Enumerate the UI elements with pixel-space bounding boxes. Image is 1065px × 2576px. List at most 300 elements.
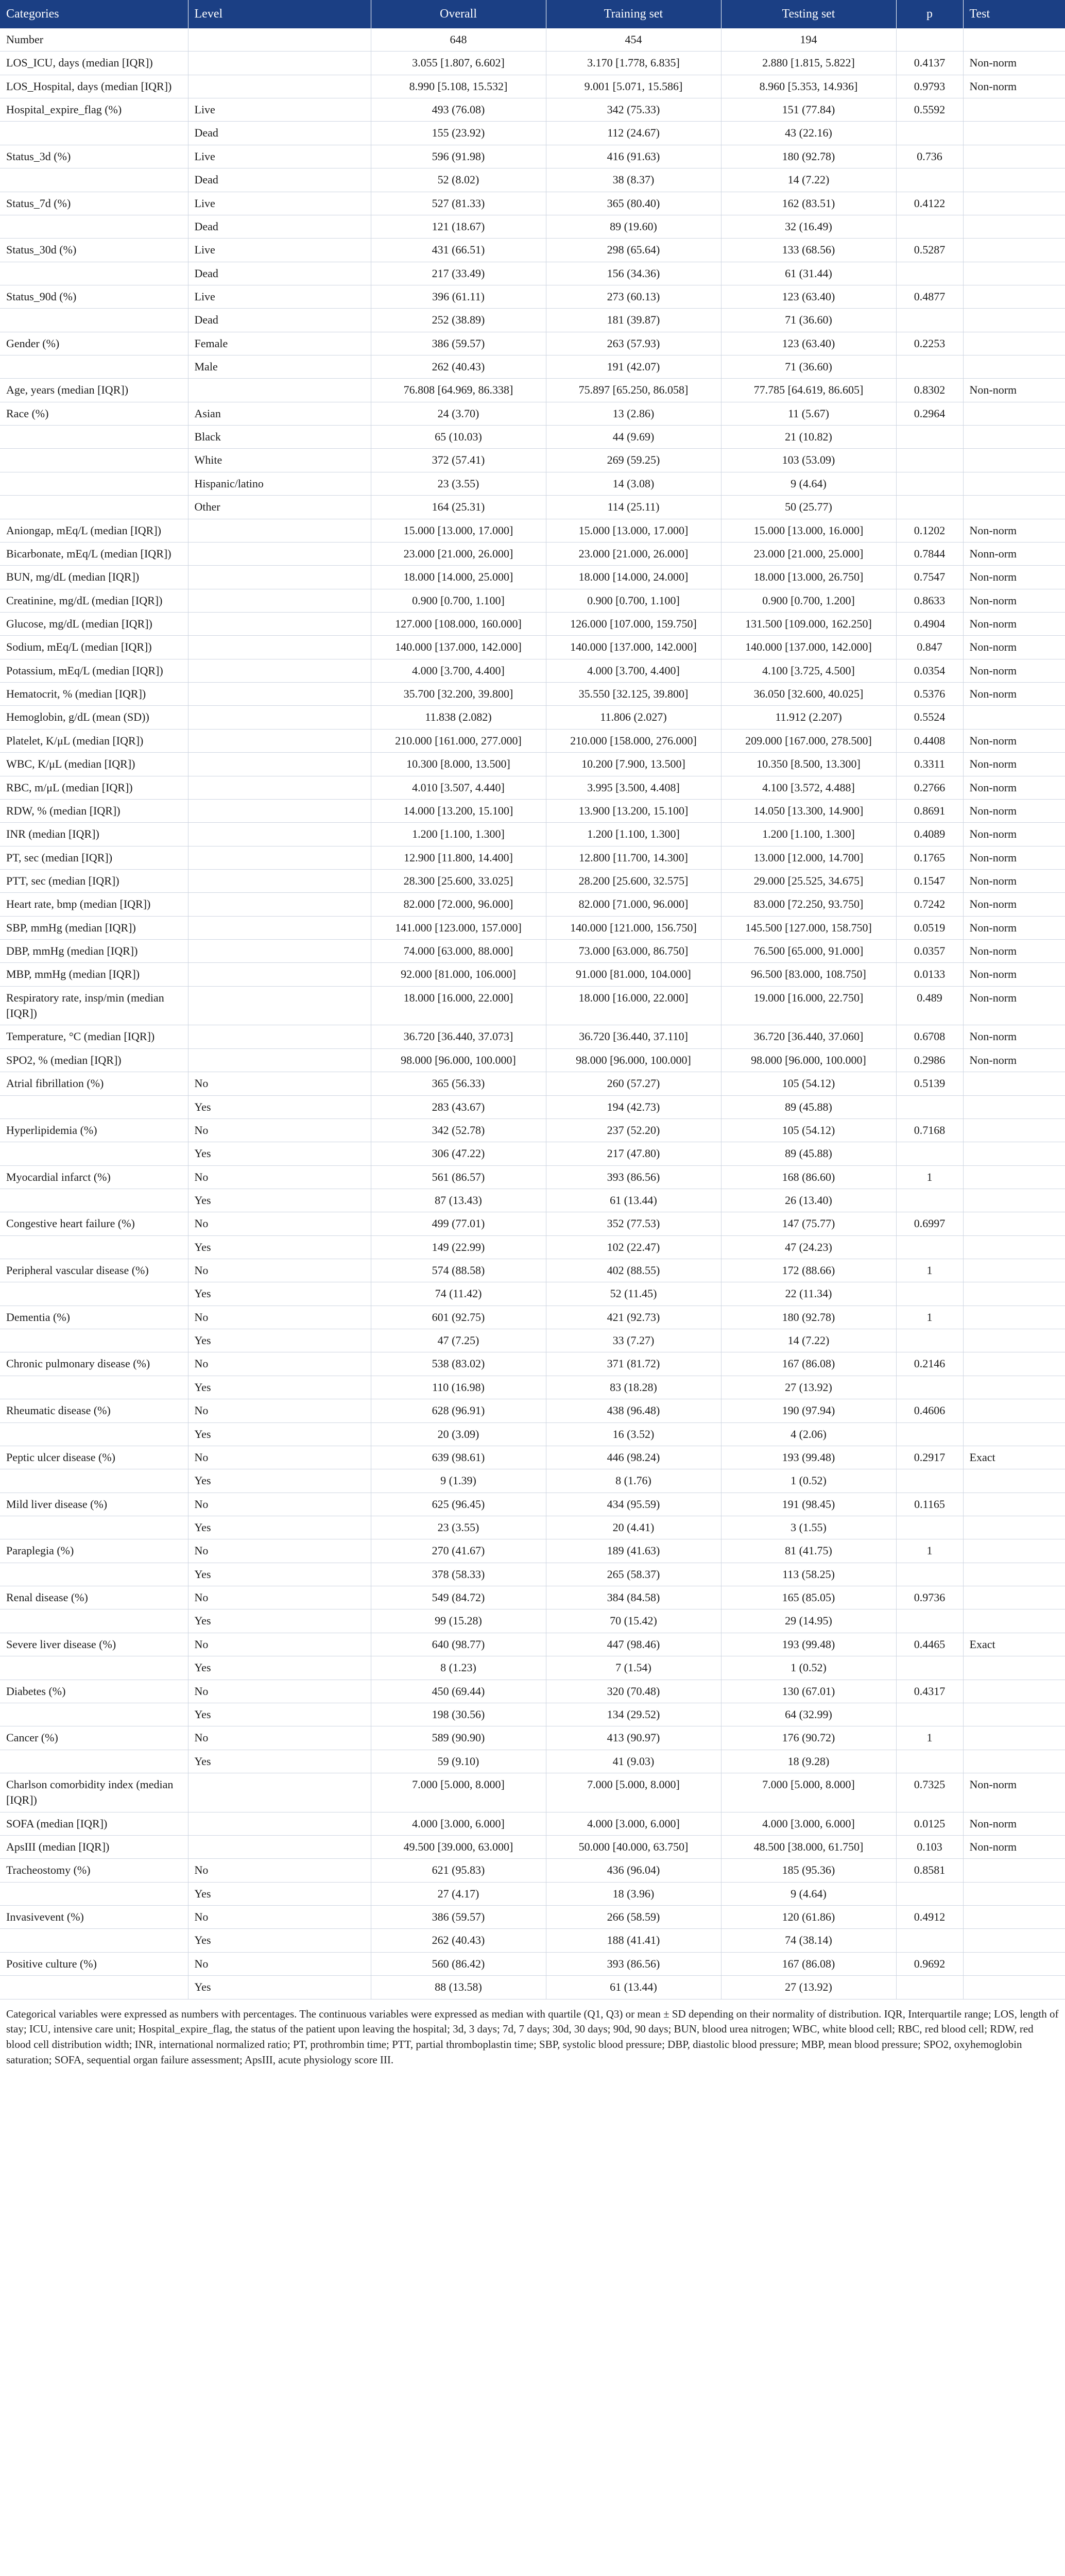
cell-testing: 71 (36.60)	[721, 355, 896, 379]
cell-level	[188, 519, 371, 542]
cell-test: Non-norm	[963, 1836, 1065, 1859]
cell-overall: 198 (30.56)	[371, 1703, 546, 1726]
cell-p-value	[896, 1750, 963, 1773]
cell-test: Non-norm	[963, 1773, 1065, 1812]
cell-overall: 538 (83.02)	[371, 1352, 546, 1376]
cell-p-value	[896, 1656, 963, 1680]
cell-training: 454	[546, 28, 721, 52]
cell-testing: 32 (16.49)	[721, 215, 896, 238]
table-row	[0, 566, 1065, 589]
table-row	[0, 1118, 1065, 1142]
cell-testing: 98.000 [96.000, 100.000]	[721, 1048, 896, 1072]
cell-test	[963, 1376, 1065, 1399]
cell-training: 210.000 [158.000, 276.000]	[546, 729, 721, 752]
cell-level: Yes	[188, 1516, 371, 1539]
cell-testing: 172 (88.66)	[721, 1259, 896, 1282]
cell-level: Live	[188, 239, 371, 262]
cell-p-value	[896, 1929, 963, 1952]
cell-overall: 74 (11.42)	[371, 1282, 546, 1306]
cell-training: 1.200 [1.100, 1.300]	[546, 823, 721, 846]
cell-overall: 18.000 [16.000, 22.000]	[371, 986, 546, 1025]
table-row	[0, 986, 1065, 1025]
cell-category: LOS_ICU, days (median [IQR])	[0, 52, 188, 75]
cell-testing: 11 (5.67)	[721, 402, 896, 425]
cell-training: 50.000 [40.000, 63.750]	[546, 1836, 721, 1859]
header-test: Test	[963, 0, 1065, 28]
cell-level	[188, 823, 371, 846]
cell-category: Paraplegia (%)	[0, 1539, 188, 1563]
cell-testing: 26 (13.40)	[721, 1189, 896, 1212]
cell-testing: 14 (7.22)	[721, 1329, 896, 1352]
cell-category: Hospital_expire_flag (%)	[0, 98, 188, 122]
cell-category	[0, 1976, 188, 1999]
cell-training: 140.000 [121.000, 156.750]	[546, 916, 721, 939]
cell-training: 8 (1.76)	[546, 1469, 721, 1493]
cell-p-value: 0.4317	[896, 1680, 963, 1703]
cell-training: 35.550 [32.125, 39.800]	[546, 683, 721, 706]
cell-testing: 83.000 [72.250, 93.750]	[721, 893, 896, 916]
cell-testing: 10.350 [8.500, 13.300]	[721, 753, 896, 776]
cell-test: Exact	[963, 1633, 1065, 1656]
cell-overall: 560 (86.42)	[371, 1952, 546, 1975]
cell-p-value: 0.847	[896, 636, 963, 659]
cell-training: 13 (2.86)	[546, 402, 721, 425]
cell-category: Renal disease (%)	[0, 1586, 188, 1609]
cell-test	[963, 1929, 1065, 1952]
cell-overall: 92.000 [81.000, 106.000]	[371, 963, 546, 986]
cell-training: 112 (24.67)	[546, 122, 721, 145]
table-row	[0, 519, 1065, 542]
table-row	[0, 1048, 1065, 1072]
cell-test: Non-norm	[963, 846, 1065, 869]
cell-p-value: 0.9692	[896, 1952, 963, 1975]
cell-overall: 59 (9.10)	[371, 1750, 546, 1773]
cell-overall: 372 (57.41)	[371, 449, 546, 472]
cell-test	[963, 1563, 1065, 1586]
cell-p-value: 0.4137	[896, 52, 963, 75]
header-overall: Overall	[371, 0, 546, 28]
cell-level: No	[188, 1952, 371, 1975]
table-row	[0, 122, 1065, 145]
table-row	[0, 1493, 1065, 1516]
cell-training: 23.000 [21.000, 26.000]	[546, 542, 721, 565]
cell-test	[963, 332, 1065, 355]
cell-testing: 140.000 [137.000, 142.000]	[721, 636, 896, 659]
cell-p-value	[896, 1329, 963, 1352]
cell-test	[963, 1142, 1065, 1165]
cell-overall: 35.700 [32.200, 39.800]	[371, 683, 546, 706]
cell-level	[188, 683, 371, 706]
cell-overall: 149 (22.99)	[371, 1235, 546, 1259]
cell-training: 416 (91.63)	[546, 145, 721, 168]
cell-training: 52 (11.45)	[546, 1282, 721, 1306]
table-row	[0, 449, 1065, 472]
cell-overall: 625 (96.45)	[371, 1493, 546, 1516]
cell-overall: 88 (13.58)	[371, 1976, 546, 1999]
cell-overall: 4.000 [3.700, 4.400]	[371, 659, 546, 682]
cell-category	[0, 1516, 188, 1539]
cell-testing: 190 (97.94)	[721, 1399, 896, 1422]
table-row	[0, 1189, 1065, 1212]
table-row	[0, 1422, 1065, 1446]
cell-test	[963, 262, 1065, 285]
cell-level: No	[188, 1165, 371, 1189]
header-training-set: Training set	[546, 0, 721, 28]
cell-test: Non-norm	[963, 52, 1065, 75]
cell-level	[188, 963, 371, 986]
cell-test: Non-norm	[963, 589, 1065, 612]
cell-category	[0, 1882, 188, 1905]
cell-p-value: 0.0125	[896, 1812, 963, 1835]
cell-overall: 74.000 [63.000, 88.000]	[371, 940, 546, 963]
cell-p-value: 0.7547	[896, 566, 963, 589]
cell-p-value: 0.4089	[896, 823, 963, 846]
cell-level: Other	[188, 496, 371, 519]
table-row	[0, 1929, 1065, 1952]
cell-training: 156 (34.36)	[546, 262, 721, 285]
cell-overall: 15.000 [13.000, 17.000]	[371, 519, 546, 542]
cell-overall: 378 (58.33)	[371, 1563, 546, 1586]
cell-test	[963, 1095, 1065, 1118]
table-row	[0, 285, 1065, 308]
cell-testing: 145.500 [127.000, 158.750]	[721, 916, 896, 939]
cell-training: 298 (65.64)	[546, 239, 721, 262]
cell-test	[963, 1976, 1065, 1999]
cell-training: 371 (81.72)	[546, 1352, 721, 1376]
cell-level: Yes	[188, 1882, 371, 1905]
cell-category	[0, 1329, 188, 1352]
cell-test	[963, 1235, 1065, 1259]
cell-test	[963, 472, 1065, 495]
cell-category: RBC, m/μL (median [IQR])	[0, 776, 188, 799]
cell-training: 9.001 [5.071, 15.586]	[546, 75, 721, 98]
cell-category: Sodium, mEq/L (median [IQR])	[0, 636, 188, 659]
cell-test: Non-norm	[963, 729, 1065, 752]
table-row	[0, 683, 1065, 706]
cell-training: 11.806 (2.027)	[546, 706, 721, 729]
cell-category	[0, 262, 188, 285]
cell-test	[963, 1306, 1065, 1329]
table-row	[0, 1516, 1065, 1539]
cell-training: 28.200 [25.600, 32.575]	[546, 869, 721, 892]
cell-testing: 13.000 [12.000, 14.700]	[721, 846, 896, 869]
cell-training: 12.800 [11.700, 14.300]	[546, 846, 721, 869]
cell-test	[963, 706, 1065, 729]
cell-training: 194 (42.73)	[546, 1095, 721, 1118]
cell-training: 266 (58.59)	[546, 1906, 721, 1929]
cell-level: Asian	[188, 402, 371, 425]
cell-p-value: 0.1547	[896, 869, 963, 892]
cell-category	[0, 472, 188, 495]
cell-testing: 194	[721, 28, 896, 52]
cell-testing: 123 (63.40)	[721, 285, 896, 308]
cell-p-value: 0.7844	[896, 542, 963, 565]
cell-overall: 386 (59.57)	[371, 332, 546, 355]
cell-level: Male	[188, 355, 371, 379]
cell-training: 82.000 [71.000, 96.000]	[546, 893, 721, 916]
cell-p-value: 0.5139	[896, 1072, 963, 1095]
cell-level: Live	[188, 285, 371, 308]
table-row	[0, 1633, 1065, 1656]
cell-test	[963, 1703, 1065, 1726]
cell-overall: 164 (25.31)	[371, 496, 546, 519]
cell-testing: 77.785 [64.619, 86.605]	[721, 379, 896, 402]
cell-category	[0, 1142, 188, 1165]
cell-category: Mild liver disease (%)	[0, 1493, 188, 1516]
cell-test	[963, 1750, 1065, 1773]
cell-p-value: 0.0133	[896, 963, 963, 986]
cell-level: No	[188, 1633, 371, 1656]
cell-category	[0, 168, 188, 192]
cell-overall: 7.000 [5.000, 8.000]	[371, 1773, 546, 1812]
cell-test: Non-norm	[963, 519, 1065, 542]
cell-test	[963, 1859, 1065, 1882]
cell-p-value	[896, 426, 963, 449]
cell-testing: 176 (90.72)	[721, 1726, 896, 1750]
cell-category: Creatinine, mg/dL (median [IQR])	[0, 589, 188, 612]
cell-test: Non-norm	[963, 612, 1065, 635]
cell-p-value: 0.9736	[896, 1586, 963, 1609]
table-row	[0, 1563, 1065, 1586]
cell-overall: 10.300 [8.000, 13.500]	[371, 753, 546, 776]
cell-category: Myocardial infarct (%)	[0, 1165, 188, 1189]
cell-overall: 155 (23.92)	[371, 122, 546, 145]
cell-level: No	[188, 1906, 371, 1929]
cell-overall: 3.055 [1.807, 6.602]	[371, 52, 546, 75]
cell-testing: 27 (13.92)	[721, 1376, 896, 1399]
cell-category: Bicarbonate, mEq/L (median [IQR])	[0, 542, 188, 565]
cell-category: Age, years (median [IQR])	[0, 379, 188, 402]
cell-category: Status_90d (%)	[0, 285, 188, 308]
cell-category: Tracheostomy (%)	[0, 1859, 188, 1882]
cell-training: 7.000 [5.000, 8.000]	[546, 1773, 721, 1812]
cell-overall: 639 (98.61)	[371, 1446, 546, 1469]
cell-level	[188, 799, 371, 822]
cell-testing: 4.100 [3.725, 4.500]	[721, 659, 896, 682]
cell-training: 18.000 [16.000, 22.000]	[546, 986, 721, 1025]
table-row	[0, 636, 1065, 659]
cell-level: No	[188, 1680, 371, 1703]
cell-category: Platelet, K/μL (median [IQR])	[0, 729, 188, 752]
table-row	[0, 589, 1065, 612]
cell-test	[963, 1906, 1065, 1929]
cell-testing: 120 (61.86)	[721, 1906, 896, 1929]
cell-overall: 9 (1.39)	[371, 1469, 546, 1493]
cell-category: Temperature, °C (median [IQR])	[0, 1025, 188, 1048]
table-row	[0, 940, 1065, 963]
cell-overall: 640 (98.77)	[371, 1633, 546, 1656]
header-testing-set: Testing set	[721, 0, 896, 28]
cell-training: 438 (96.48)	[546, 1399, 721, 1422]
cell-overall: 1.200 [1.100, 1.300]	[371, 823, 546, 846]
cell-test	[963, 426, 1065, 449]
cell-category: Cancer (%)	[0, 1726, 188, 1750]
cell-overall: 140.000 [137.000, 142.000]	[371, 636, 546, 659]
cell-category	[0, 1376, 188, 1399]
header-p: p	[896, 0, 963, 28]
cell-level	[188, 1048, 371, 1072]
cell-p-value: 0.4904	[896, 612, 963, 635]
cell-test: Non-norm	[963, 636, 1065, 659]
cell-level: No	[188, 1446, 371, 1469]
cell-testing: 18 (9.28)	[721, 1750, 896, 1773]
cell-training: 181 (39.87)	[546, 309, 721, 332]
cell-test	[963, 1118, 1065, 1142]
table-header	[0, 0, 1065, 28]
table-row	[0, 1095, 1065, 1118]
cell-testing: 103 (53.09)	[721, 449, 896, 472]
cell-p-value	[896, 1516, 963, 1539]
cell-test	[963, 1586, 1065, 1609]
cell-category: Hemoglobin, g/dL (mean (SD))	[0, 706, 188, 729]
cell-testing: 9 (4.64)	[721, 472, 896, 495]
cell-test: Non-norm	[963, 823, 1065, 846]
table-row	[0, 1812, 1065, 1835]
cell-category: Potassium, mEq/L (median [IQR])	[0, 659, 188, 682]
cell-level: Yes	[188, 1750, 371, 1773]
table-row	[0, 98, 1065, 122]
table-row	[0, 379, 1065, 402]
cell-p-value: 0.5376	[896, 683, 963, 706]
cell-test: Non-norm	[963, 940, 1065, 963]
cell-training: 10.200 [7.900, 13.500]	[546, 753, 721, 776]
cell-overall: 4.000 [3.000, 6.000]	[371, 1812, 546, 1835]
cell-p-value	[896, 215, 963, 238]
cell-training: 44 (9.69)	[546, 426, 721, 449]
cell-level: Yes	[188, 1929, 371, 1952]
cell-p-value: 0.6708	[896, 1025, 963, 1048]
cell-p-value: 0.8302	[896, 379, 963, 402]
cell-category	[0, 215, 188, 238]
cell-level: Yes	[188, 1976, 371, 1999]
cell-test	[963, 239, 1065, 262]
cell-test	[963, 1493, 1065, 1516]
cell-p-value	[896, 262, 963, 285]
cell-training: 20 (4.41)	[546, 1516, 721, 1539]
cell-test: Non-norm	[963, 1048, 1065, 1072]
footnote-text: Categorical variables were expressed as numbers with percentages. The continuous variables were expressed as median with quartile (Q1, Q3) or mean ± SD depending on their normality of distribution. IQR, Interquartile range; LOS, length of stay; ICU, intensive care unit; Hospital_expire_flag, the status of the patient upon leaving the hospital; 3d, 3 days; 7d, 7 days; 30d, 30 days; 90d, 90 days; BUN, blood urea nitrogen; WBC, white blood cell; RBC, red blood cell; RDW, red blood cell distribution width; INR, international normalized ratio; PT, prothrombin time; PTT, partial thromboplastin time; SBP, systolic blood pressure; DBP, diastolic blood pressure; MBP, mean blood pressure; SPO2, oxyhemoglobin saturation; SOFA, sequential organ failure assessment; ApsIII, acute physiology score III.	[6, 2007, 1059, 2066]
cell-testing: 1 (0.52)	[721, 1469, 896, 1493]
cell-test: Non-norm	[963, 916, 1065, 939]
cell-level: No	[188, 1399, 371, 1422]
table-row	[0, 1609, 1065, 1633]
cell-level: Yes	[188, 1563, 371, 1586]
cell-p-value: 0.4465	[896, 1633, 963, 1656]
cell-training: 188 (41.41)	[546, 1929, 721, 1952]
cell-p-value: 0.7325	[896, 1773, 963, 1812]
cell-p-value: 0.2766	[896, 776, 963, 799]
cell-level: Yes	[188, 1609, 371, 1633]
cell-training: 98.000 [96.000, 100.000]	[546, 1048, 721, 1072]
table-row	[0, 846, 1065, 869]
cell-p-value: 0.0354	[896, 659, 963, 682]
cell-level: Yes	[188, 1376, 371, 1399]
cell-test	[963, 28, 1065, 52]
cell-training: 134 (29.52)	[546, 1703, 721, 1726]
cell-testing: 3 (1.55)	[721, 1516, 896, 1539]
cell-overall: 76.808 [64.969, 86.338]	[371, 379, 546, 402]
cell-testing: 180 (92.78)	[721, 1306, 896, 1329]
table-row	[0, 1446, 1065, 1469]
cell-testing: 89 (45.88)	[721, 1095, 896, 1118]
cell-overall: 28.300 [25.600, 33.025]	[371, 869, 546, 892]
cell-p-value: 0.2964	[896, 402, 963, 425]
cell-level: Yes	[188, 1422, 371, 1446]
cell-category: Severe liver disease (%)	[0, 1633, 188, 1656]
table-row	[0, 1586, 1065, 1609]
cell-overall: 210.000 [161.000, 277.000]	[371, 729, 546, 752]
cell-level: No	[188, 1539, 371, 1563]
cell-level: Dead	[188, 168, 371, 192]
cell-overall: 47 (7.25)	[371, 1329, 546, 1352]
table-row	[0, 1680, 1065, 1703]
cell-testing: 7.000 [5.000, 8.000]	[721, 1773, 896, 1812]
cell-category: Invasivevent (%)	[0, 1906, 188, 1929]
cell-test	[963, 1882, 1065, 1905]
table-footnote	[0, 1999, 1065, 2074]
cell-p-value: 1	[896, 1306, 963, 1329]
table-row	[0, 753, 1065, 776]
cell-test	[963, 1680, 1065, 1703]
cell-overall: 365 (56.33)	[371, 1072, 546, 1095]
table-row	[0, 823, 1065, 846]
table-row	[0, 1539, 1065, 1563]
cell-overall: 127.000 [108.000, 160.000]	[371, 612, 546, 635]
table-row	[0, 1329, 1065, 1352]
table-row	[0, 426, 1065, 449]
cell-p-value	[896, 1095, 963, 1118]
cell-category	[0, 1563, 188, 1586]
cell-training: 434 (95.59)	[546, 1493, 721, 1516]
cell-test	[963, 1609, 1065, 1633]
cell-training: 413 (90.97)	[546, 1726, 721, 1750]
cell-overall: 574 (88.58)	[371, 1259, 546, 1282]
cell-overall: 450 (69.44)	[371, 1680, 546, 1703]
cell-overall: 252 (38.89)	[371, 309, 546, 332]
cell-testing: 185 (95.36)	[721, 1859, 896, 1882]
cell-training: 237 (52.20)	[546, 1118, 721, 1142]
cell-level: Yes	[188, 1703, 371, 1726]
cell-training: 126.000 [107.000, 159.750]	[546, 612, 721, 635]
cell-testing: 0.900 [0.700, 1.200]	[721, 589, 896, 612]
cell-training: 13.900 [13.200, 15.100]	[546, 799, 721, 822]
cell-testing: 14.050 [13.300, 14.900]	[721, 799, 896, 822]
cell-p-value	[896, 1563, 963, 1586]
cell-test	[963, 1516, 1065, 1539]
cell-p-value: 0.2986	[896, 1048, 963, 1072]
cell-testing: 133 (68.56)	[721, 239, 896, 262]
cell-p-value: 1	[896, 1259, 963, 1282]
cell-category: Atrial fibrillation (%)	[0, 1072, 188, 1095]
cell-category: Dementia (%)	[0, 1306, 188, 1329]
cell-level	[188, 729, 371, 752]
cell-p-value: 0.1765	[896, 846, 963, 869]
cell-overall: 431 (66.51)	[371, 239, 546, 262]
cell-level	[188, 379, 371, 402]
cell-level: Dead	[188, 122, 371, 145]
cell-test	[963, 309, 1065, 332]
cell-p-value	[896, 309, 963, 332]
table-row	[0, 472, 1065, 495]
cell-training: 384 (84.58)	[546, 1586, 721, 1609]
cell-testing: 21 (10.82)	[721, 426, 896, 449]
table-row	[0, 1235, 1065, 1259]
cell-overall: 549 (84.72)	[371, 1586, 546, 1609]
cell-p-value: 0.0357	[896, 940, 963, 963]
cell-test	[963, 1282, 1065, 1306]
cell-testing: 209.000 [167.000, 278.500]	[721, 729, 896, 752]
table-row	[0, 1773, 1065, 1812]
